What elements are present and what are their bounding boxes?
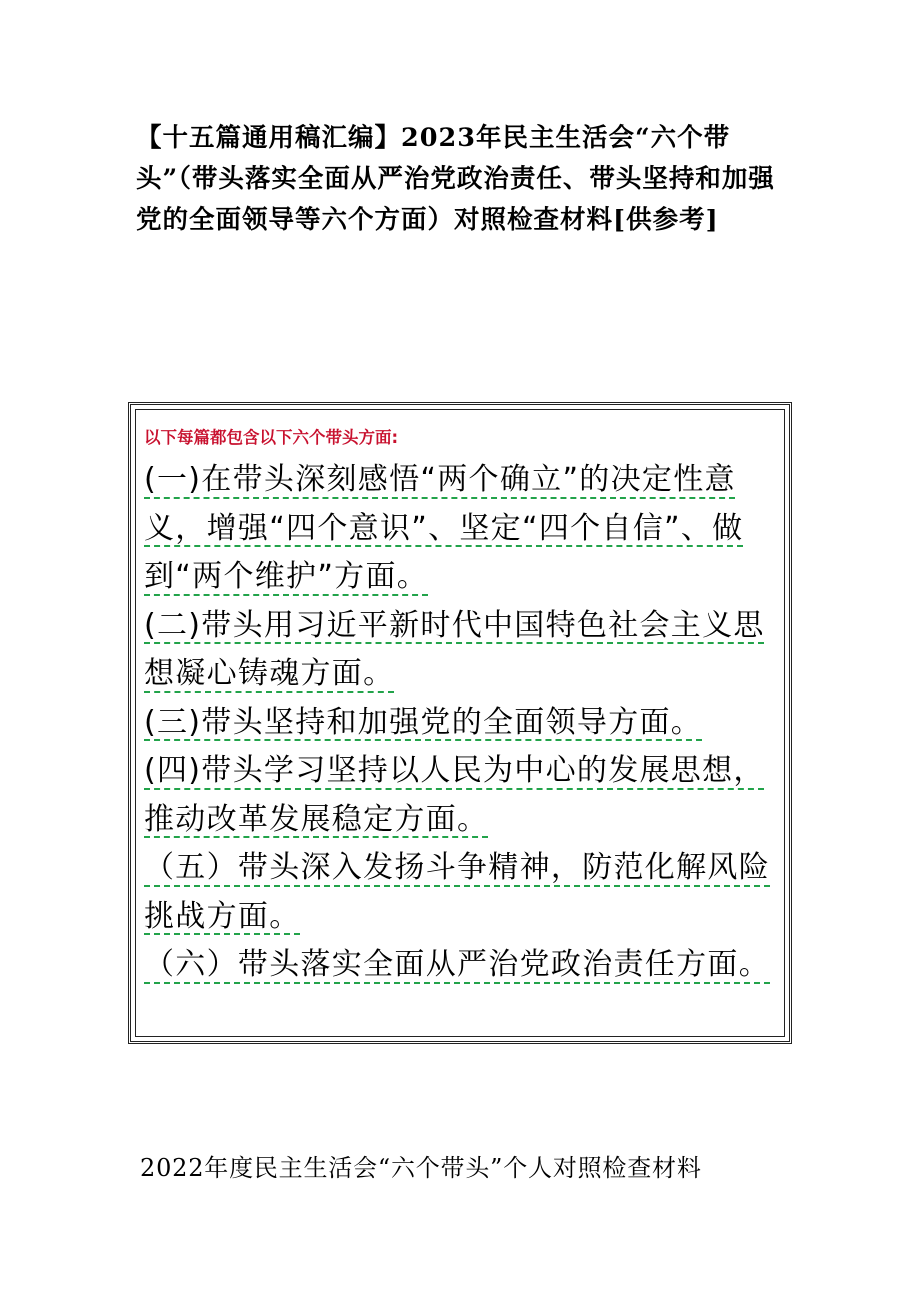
document-title: 【十五篇通用稿汇编】2023年民主生活会“六个带头”（带头落实全面从严治党政治责任、带头坚持和加强党的全面领导等六个方面）对照检查材料[供参考]: [136, 123, 775, 235]
list-item-1: (一)在带头深刻感悟“两个确立”的决定性意义，增强“四个意识”、坚定“四个自信”、做到“两个维护”方面。: [144, 462, 744, 594]
content-frame-inner: [135, 409, 785, 1037]
item-list: [144, 456, 784, 990]
intro-text: 以下每篇都包含以下六个带头方面:: [144, 428, 399, 447]
list-item-6: （六）带头落实全面从严治党政治责任方面。: [144, 947, 770, 982]
list-item-3: (三)带头坚持和加强党的全面领导方面。: [144, 704, 703, 740]
section-subtitle: 2022年度民主生活会“六个带头”个人对照检查材料: [140, 1154, 702, 1182]
list-item-2: (二)带头用习近平新时代中国特色社会主义思想凝心铸魂方面。: [144, 607, 765, 691]
list-item-4: (四)带头学习坚持以人民为中心的发展思想，推动改革发展稳定方面。: [144, 753, 765, 837]
content-frame: [128, 402, 792, 1044]
list-item-5: （五）带头深入发扬斗争精神，防范化解风险挑战方面。: [144, 850, 770, 934]
